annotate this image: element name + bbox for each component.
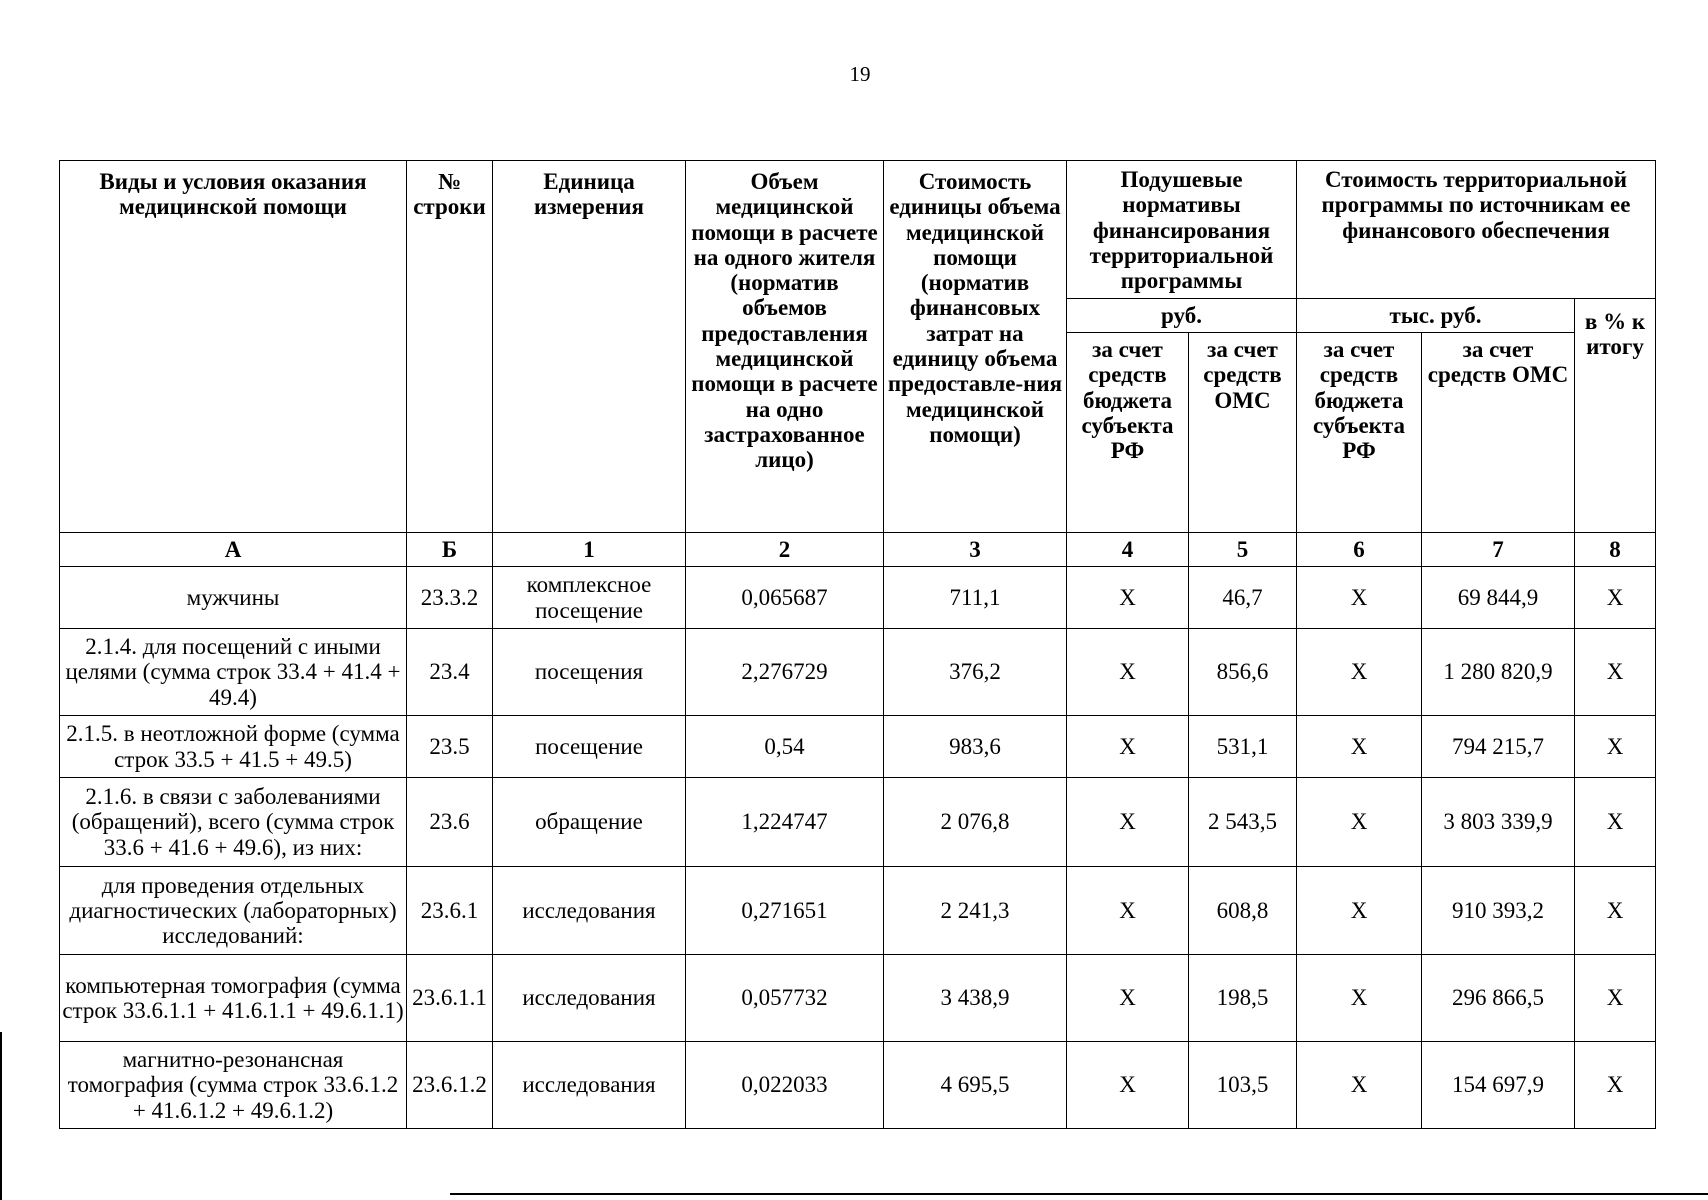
row-cost: 711,1 [884,567,1067,629]
header-per-capita-norms: Подушевые нормативы финансирования территориальной программы [1067,161,1297,299]
table-row [60,567,1656,629]
row-oms-thousand: 69 844,9 [1422,567,1575,629]
table-row [60,629,1656,716]
row-oms-thousand: 910 393,2 [1422,867,1575,955]
row-unit: комплексное посещение [493,567,686,629]
column-index: 3 [884,533,1067,567]
table-row [60,867,1656,955]
header-oms-thousand: за счет средств ОМС [1422,333,1575,533]
row-unit: исследования [493,867,686,955]
row-number: 23.6.1 [407,867,493,955]
row-percent: Х [1575,867,1656,955]
header-budget-rub: за счет средств бюджета субъекта РФ [1067,333,1189,533]
row-oms-thousand: 154 697,9 [1422,1042,1575,1129]
row-oms-rub: 531,1 [1189,716,1297,778]
header-unit-cost: Стоимость единицы объема медицинской помощи (норматив финансовых затрат на единицу объема предоставле-ния медицинской помощи) [884,161,1067,533]
header-row-number: № строки [407,161,493,533]
row-oms-rub: 608,8 [1189,867,1297,955]
row-oms-rub: 2 543,5 [1189,778,1297,867]
column-index: Б [407,533,493,567]
header-unit-rub: руб. [1067,299,1297,333]
row-volume: 0,54 [686,716,884,778]
financing-table [59,160,1656,1129]
row-volume: 0,065687 [686,567,884,629]
row-number: 23.4 [407,629,493,716]
row-percent: Х [1575,716,1656,778]
header-percent-total: в % к итогу [1575,299,1656,533]
header-oms-rub: за счет средств ОМС [1189,333,1297,533]
row-unit: посещения [493,629,686,716]
row-oms-thousand: 296 866,5 [1422,955,1575,1042]
row-volume: 0,022033 [686,1042,884,1129]
row-percent: Х [1575,567,1656,629]
row-percent: Х [1575,1042,1656,1129]
row-name: 2.1.5. в неотложной форме (сумма строк 33.5 + 41.5 + 49.5) [60,716,407,778]
row-number: 23.3.2 [407,567,493,629]
header-volume: Объем медицинской помощи в расчете на одного жителя (норматив объемов предоставления медицинской помощи в расчете на одно застрахованное лицо) [686,161,884,533]
row-budget-thousand: Х [1297,867,1422,955]
row-cost: 4 695,5 [884,1042,1067,1129]
row-number: 23.6.1.2 [407,1042,493,1129]
row-volume: 0,271651 [686,867,884,955]
row-cost: 983,6 [884,716,1067,778]
row-name: магнитно-резонансная томография (сумма строк 33.6.1.2 + 41.6.1.2 + 49.6.1.2) [60,1042,407,1129]
row-cost: 2 241,3 [884,867,1067,955]
row-budget-rub: Х [1067,1042,1189,1129]
row-unit: исследования [493,1042,686,1129]
table-row [60,716,1656,778]
row-budget-thousand: Х [1297,567,1422,629]
row-budget-thousand: Х [1297,629,1422,716]
row-budget-thousand: Х [1297,778,1422,867]
row-number: 23.6 [407,778,493,867]
row-name: 2.1.6. в связи с заболеваниями (обращений), всего (сумма строк 33.6 + 41.6 + 49.6), из них: [60,778,407,867]
row-percent: Х [1575,778,1656,867]
row-unit: посещение [493,716,686,778]
row-oms-thousand: 3 803 339,9 [1422,778,1575,867]
row-cost: 3 438,9 [884,955,1067,1042]
header-unit: Единица измерения [493,161,686,533]
row-cost: 376,2 [884,629,1067,716]
row-unit: обращение [493,778,686,867]
row-budget-rub: Х [1067,778,1189,867]
header-kinds-conditions: Виды и условия оказания медицинской помощи [60,161,407,533]
row-name: 2.1.4. для посещений с иными целями (сумма строк 33.4 + 41.4 + 49.4) [60,629,407,716]
row-volume: 2,276729 [686,629,884,716]
row-name: мужчины [60,567,407,629]
column-index: 8 [1575,533,1656,567]
row-budget-thousand: Х [1297,955,1422,1042]
row-cost: 2 076,8 [884,778,1067,867]
bottom-rule [450,1193,1708,1195]
row-number: 23.5 [407,716,493,778]
row-budget-rub: Х [1067,629,1189,716]
table-row [60,778,1656,867]
row-percent: Х [1575,955,1656,1042]
column-index: 7 [1422,533,1575,567]
column-index: 4 [1067,533,1189,567]
header-budget-thousand: за счет средств бюджета субъекта РФ [1297,333,1422,533]
header-unit-thousand-rub: тыс. руб. [1297,299,1575,333]
row-oms-rub: 856,6 [1189,629,1297,716]
header-program-cost: Стоимость территориальной программы по источникам ее финансового обеспечения [1297,161,1656,299]
row-oms-thousand: 1 280 820,9 [1422,629,1575,716]
row-name: компьютерная томография (сумма строк 33.6.1.1 + 41.6.1.1 + 49.6.1.1) [60,955,407,1042]
column-index: 1 [493,533,686,567]
row-percent: Х [1575,629,1656,716]
row-oms-thousand: 794 215,7 [1422,716,1575,778]
row-oms-rub: 198,5 [1189,955,1297,1042]
row-oms-rub: 46,7 [1189,567,1297,629]
row-name: для проведения отдельных диагностических (лабораторных) исследований: [60,867,407,955]
table-row [60,1042,1656,1129]
column-index: 2 [686,533,884,567]
row-volume: 0,057732 [686,955,884,1042]
row-budget-rub: Х [1067,567,1189,629]
row-budget-rub: Х [1067,867,1189,955]
table-row [60,955,1656,1042]
column-index-row [60,533,1656,567]
page-number: 19 [849,62,871,86]
scan-edge-line [0,1032,2,1200]
row-budget-thousand: Х [1297,1042,1422,1129]
row-unit: исследования [493,955,686,1042]
row-oms-rub: 103,5 [1189,1042,1297,1129]
row-budget-thousand: Х [1297,716,1422,778]
column-index: 5 [1189,533,1297,567]
row-number: 23.6.1.1 [407,955,493,1042]
row-budget-rub: Х [1067,716,1189,778]
column-index: А [60,533,407,567]
column-index: 6 [1297,533,1422,567]
row-budget-rub: Х [1067,955,1189,1042]
row-volume: 1,224747 [686,778,884,867]
